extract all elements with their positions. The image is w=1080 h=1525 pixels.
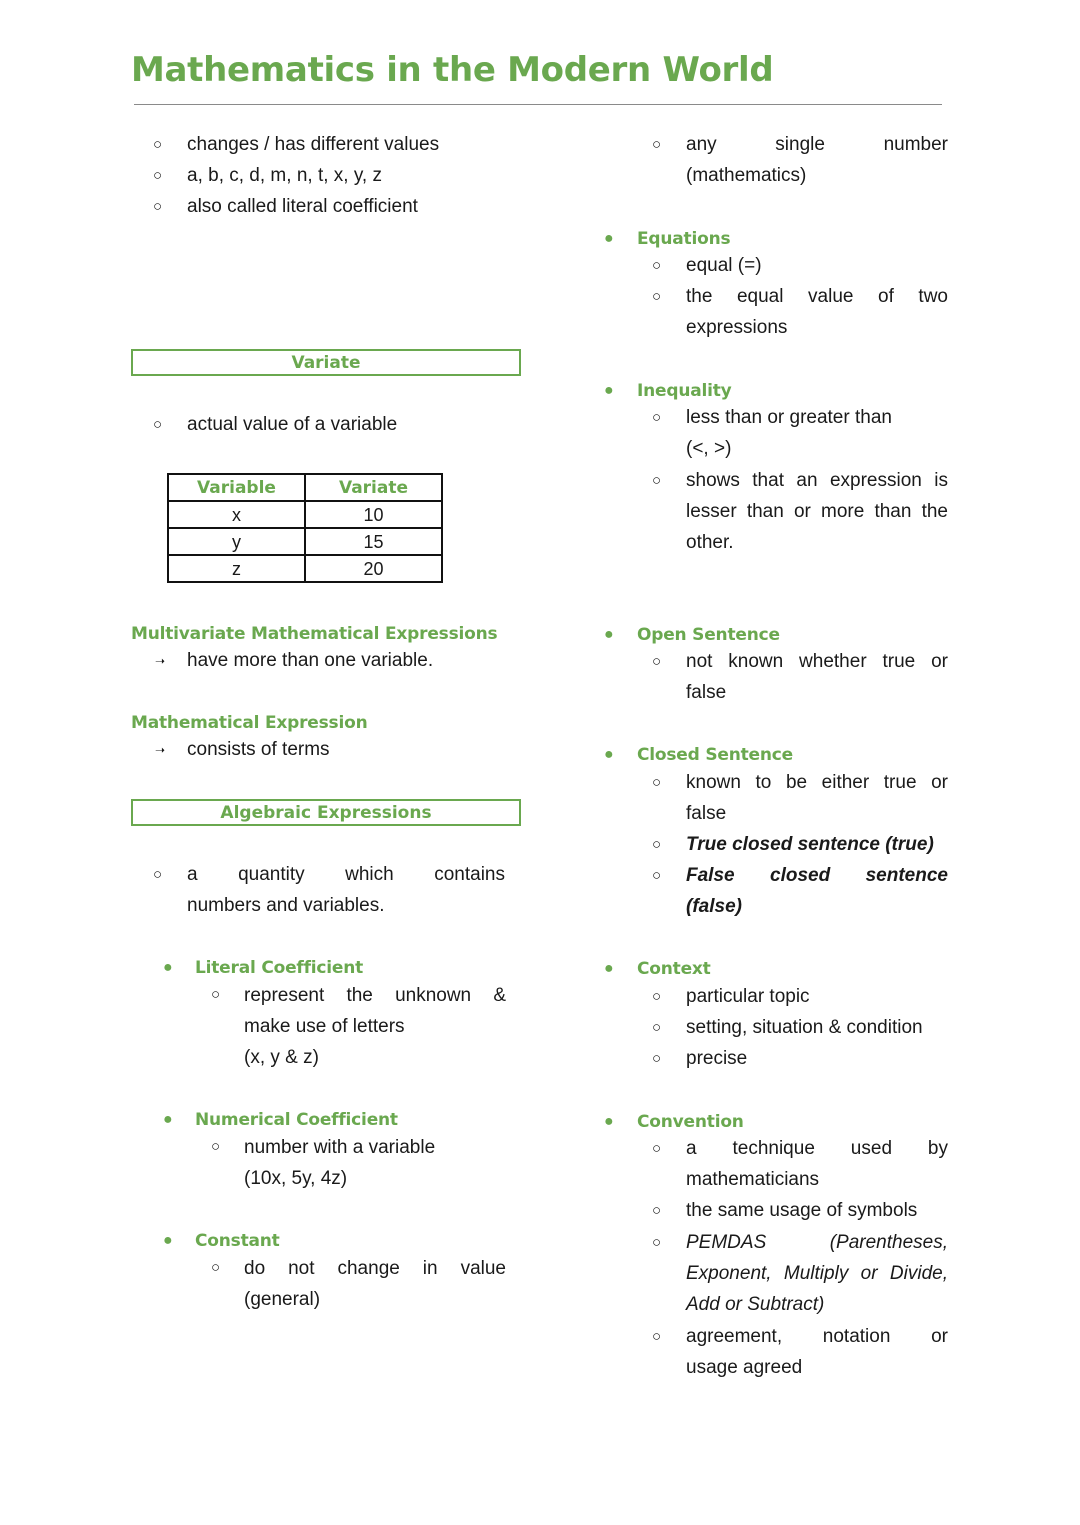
line-text: (<, >) (686, 438, 732, 459)
list-item (686, 646, 948, 708)
table-header: Variate (305, 474, 442, 501)
solid-bullet-icon: ● (604, 960, 614, 977)
table-row (168, 528, 442, 555)
line-text: False closed sentence (686, 865, 948, 886)
hollow-bullet-icon: ○ (652, 836, 662, 853)
inequality-heading: Inequality (637, 381, 732, 401)
hollow-bullet-icon: ○ (652, 1202, 662, 1219)
list-item: a, b, c, d, m, n, t, x, y, z (187, 165, 382, 186)
line-text: shows that an expression is (686, 470, 948, 491)
context-heading: Context (637, 959, 711, 979)
hollow-bullet-icon: ○ (652, 136, 662, 153)
line-text: do not change in value (244, 1258, 506, 1279)
table-cell: 20 (305, 555, 442, 582)
hollow-bullet-icon: ○ (652, 472, 662, 489)
hollow-bullet-icon: ○ (211, 986, 221, 1003)
solid-bullet-icon: ● (163, 1232, 173, 1249)
list-item (686, 129, 948, 191)
line-text: number with a variable (244, 1137, 436, 1158)
table-cell: 10 (305, 501, 442, 528)
hollow-bullet-icon: ○ (652, 1050, 662, 1067)
hollow-bullet-icon: ○ (652, 867, 662, 884)
hollow-bullet-icon: ○ (652, 1328, 662, 1345)
page-title: Mathematics in the Modern World (131, 50, 774, 90)
line-text: make use of letters (244, 1016, 405, 1037)
equations-heading: Equations (637, 229, 731, 249)
line-text: any single number (686, 134, 948, 155)
constant-heading: Constant (195, 1231, 280, 1251)
line-text: mathematicians (686, 1169, 820, 1190)
algebraic-heading: Algebraic Expressions (131, 799, 521, 826)
list-item: setting, situation & condition (686, 1017, 923, 1038)
list-item: also called literal coefficient (187, 196, 418, 217)
hollow-bullet-icon: ○ (652, 288, 662, 305)
solid-bullet-icon: ● (604, 626, 614, 643)
list-item: True closed sentence (true) (686, 834, 934, 855)
table-row (168, 555, 442, 582)
multivariate-heading: Multivariate Mathematical Expressions (131, 624, 498, 644)
list-item: particular topic (686, 986, 810, 1007)
list-item (686, 281, 948, 343)
hollow-bullet-icon: ○ (652, 1234, 662, 1251)
line-text: usage agreed (686, 1357, 803, 1378)
line-text: a technique used by (686, 1138, 948, 1159)
line-text: agreement, notation or (686, 1326, 948, 1347)
line-text: Exponent, Multiply or Divide, (686, 1263, 948, 1284)
list-item: have more than one variable. (187, 650, 434, 671)
literal-coefficient-heading: Literal Coefficient (195, 958, 364, 978)
line-text: lesser than or more than the (686, 501, 948, 522)
list-item (244, 980, 506, 1073)
line-text: false (686, 803, 727, 824)
hollow-bullet-icon: ○ (153, 136, 163, 153)
hollow-bullet-icon: ○ (153, 866, 163, 883)
hollow-bullet-icon: ○ (652, 1140, 662, 1157)
solid-bullet-icon: ● (604, 230, 614, 247)
line-text: the equal value of two (686, 286, 948, 307)
hollow-bullet-icon: ○ (652, 774, 662, 791)
solid-bullet-icon: ● (163, 959, 173, 976)
line-text: expressions (686, 317, 788, 338)
table-header-row (168, 474, 442, 501)
arrow-icon: ➝ (155, 654, 166, 668)
solid-bullet-icon: ● (604, 746, 614, 763)
list-item (686, 1227, 948, 1320)
list-item: consists of terms (187, 739, 330, 760)
table-cell: z (168, 555, 305, 582)
hollow-bullet-icon: ○ (652, 988, 662, 1005)
hollow-bullet-icon: ○ (153, 416, 163, 433)
line-text: known to be either true or (686, 772, 948, 793)
list-item (686, 402, 948, 464)
hollow-bullet-icon: ○ (211, 1259, 221, 1276)
line-text: (false) (686, 896, 742, 917)
solid-bullet-icon: ● (163, 1111, 173, 1128)
table-cell: x (168, 501, 305, 528)
title-divider (134, 104, 942, 105)
list-item (187, 859, 505, 921)
list-item (686, 860, 948, 922)
list-item: precise (686, 1048, 748, 1069)
hollow-bullet-icon: ○ (211, 1138, 221, 1155)
line-text: other. (686, 532, 734, 553)
line-text: false (686, 682, 727, 703)
list-item (686, 1321, 948, 1383)
line-text: (general) (244, 1289, 321, 1310)
table-row (168, 501, 442, 528)
hollow-bullet-icon: ○ (652, 1019, 662, 1036)
line-text: a quantity which contains (187, 864, 505, 885)
solid-bullet-icon: ● (604, 1113, 614, 1130)
variate-table (167, 473, 443, 583)
list-item (244, 1132, 506, 1194)
hollow-bullet-icon: ○ (153, 198, 163, 215)
line-text: Add or Subtract) (686, 1294, 825, 1315)
numerical-coefficient-heading: Numerical Coefficient (195, 1110, 398, 1130)
list-item: the same usage of symbols (686, 1200, 918, 1221)
table-cell: 15 (305, 528, 442, 555)
solid-bullet-icon: ● (604, 382, 614, 399)
list-item (244, 1253, 506, 1315)
hollow-bullet-icon: ○ (652, 409, 662, 426)
list-item (686, 1133, 948, 1195)
list-item (686, 465, 948, 558)
line-text: PEMDAS (Parentheses, (686, 1232, 948, 1253)
line-text: (mathematics) (686, 165, 807, 186)
table-header: Variable (168, 474, 305, 501)
line-text: less than or greater than (686, 407, 892, 428)
line-text: represent the unknown & (244, 985, 506, 1006)
line-text: numbers and variables. (187, 895, 385, 916)
hollow-bullet-icon: ○ (652, 257, 662, 274)
list-item (686, 767, 948, 829)
line-text: (x, y & z) (244, 1047, 319, 1068)
hollow-bullet-icon: ○ (153, 167, 163, 184)
closed-sentence-heading: Closed Sentence (637, 745, 793, 765)
list-item: equal (=) (686, 255, 762, 276)
list-item: changes / has different values (187, 134, 440, 155)
list-item: actual value of a variable (187, 414, 398, 435)
line-text: (10x, 5y, 4z) (244, 1168, 348, 1189)
arrow-icon: ➝ (155, 743, 166, 757)
line-text: not known whether true or (686, 651, 948, 672)
variate-heading: Variate (131, 349, 521, 376)
hollow-bullet-icon: ○ (652, 653, 662, 670)
convention-heading: Convention (637, 1112, 744, 1132)
table-cell: y (168, 528, 305, 555)
math-expression-heading: Mathematical Expression (131, 713, 368, 733)
open-sentence-heading: Open Sentence (637, 625, 780, 645)
